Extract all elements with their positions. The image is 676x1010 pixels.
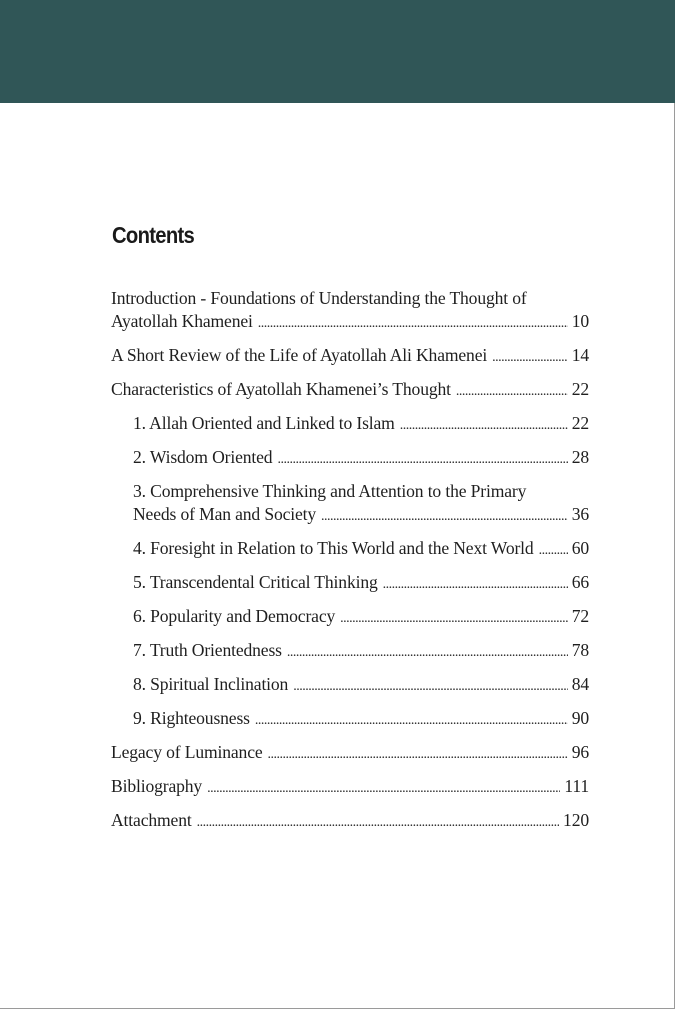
toc-entry-label: 9. Righteousness — [133, 708, 250, 728]
dot-leader — [255, 709, 568, 732]
toc-entry-legacy[interactable] — [111, 741, 589, 766]
dot-leader — [340, 607, 568, 630]
toc-entry-label: Attachment — [111, 810, 192, 830]
dot-leader — [400, 414, 568, 437]
dot-leader — [456, 380, 568, 403]
dot-leader — [293, 675, 567, 698]
table-of-contents — [111, 287, 589, 843]
dot-leader — [258, 312, 568, 335]
toc-page-number: 10 — [571, 311, 589, 331]
toc-page-number: 22 — [571, 413, 589, 433]
toc-page-number: 36 — [571, 504, 589, 524]
toc-entry-label: 1. Allah Oriented and Linked to Islam — [133, 413, 395, 433]
toc-page-number: 78 — [571, 640, 589, 660]
toc-page-number: 84 — [571, 674, 589, 694]
dot-leader — [207, 777, 560, 800]
toc-entry-label: Characteristics of Ayatollah Khamenei’s Thought — [111, 379, 451, 399]
toc-entry-label: 2. Wisdom Oriented — [133, 447, 273, 467]
toc-page-number: 14 — [571, 345, 589, 365]
toc-entry-comprehensive-thinking[interactable] — [111, 480, 589, 528]
toc-entry-label: Legacy of Luminance — [111, 742, 263, 762]
toc-entry-characteristics[interactable] — [111, 378, 589, 403]
toc-entry-label: Bibliography — [111, 776, 203, 796]
toc-page-number: 72 — [571, 606, 589, 626]
toc-entry-label: Ayatollah Khamenei — [111, 311, 253, 331]
toc-page-number: 96 — [571, 742, 589, 762]
toc-entry-attachment[interactable] — [111, 809, 589, 834]
toc-entry-short-review[interactable] — [111, 344, 589, 369]
toc-page-number: 120 — [563, 810, 589, 830]
dot-leader — [277, 448, 567, 471]
toc-entry-label: 8. Spiritual Inclination — [133, 674, 289, 694]
toc-entry-bibliography[interactable] — [111, 775, 589, 800]
toc-entry-allah-oriented[interactable] — [111, 412, 589, 437]
dot-leader — [287, 641, 568, 664]
contents-heading: Contents — [112, 222, 195, 248]
toc-entry-truth-orientedness[interactable] — [111, 639, 589, 664]
toc-entry-transcendental[interactable] — [111, 571, 589, 596]
toc-page-number: 22 — [571, 379, 589, 399]
toc-entry-introduction[interactable] — [111, 287, 589, 335]
toc-page-number: 111 — [564, 776, 589, 796]
toc-page-number: 90 — [571, 708, 589, 728]
toc-entry-label: 7. Truth Orientedness — [133, 640, 282, 660]
toc-entry-label: 5. Transcendental Critical Thinking — [133, 572, 378, 592]
header-band — [0, 0, 675, 103]
toc-entry-spiritual-inclination[interactable] — [111, 673, 589, 698]
toc-entry-first-line: 3. Comprehensive Thinking and Attention to the Primary — [133, 481, 527, 501]
dot-leader — [197, 811, 559, 834]
toc-page-number: 60 — [571, 538, 589, 558]
toc-entry-foresight[interactable] — [111, 537, 589, 562]
toc-entry-label: 4. Foresight in Relation to This World and the Next World — [133, 538, 534, 558]
toc-entry-popularity[interactable] — [111, 605, 589, 630]
dot-leader — [383, 573, 568, 596]
dot-leader — [539, 539, 568, 562]
toc-entry-first-line: Introduction - Foundations of Understanding the Thought of — [111, 288, 527, 308]
toc-entry-label: Needs of Man and Society — [133, 504, 317, 524]
toc-page-number: 66 — [571, 572, 589, 592]
toc-entry-wisdom-oriented[interactable] — [111, 446, 589, 471]
toc-entry-label: A Short Review of the Life of Ayatollah Ali Khamenei — [111, 345, 488, 365]
dot-leader — [321, 505, 568, 528]
dot-leader — [492, 346, 568, 369]
toc-entry-label: 6. Popularity and Democracy — [133, 606, 336, 626]
toc-entry-righteousness[interactable] — [111, 707, 589, 732]
dot-leader — [268, 743, 568, 766]
toc-page-number: 28 — [571, 447, 589, 467]
